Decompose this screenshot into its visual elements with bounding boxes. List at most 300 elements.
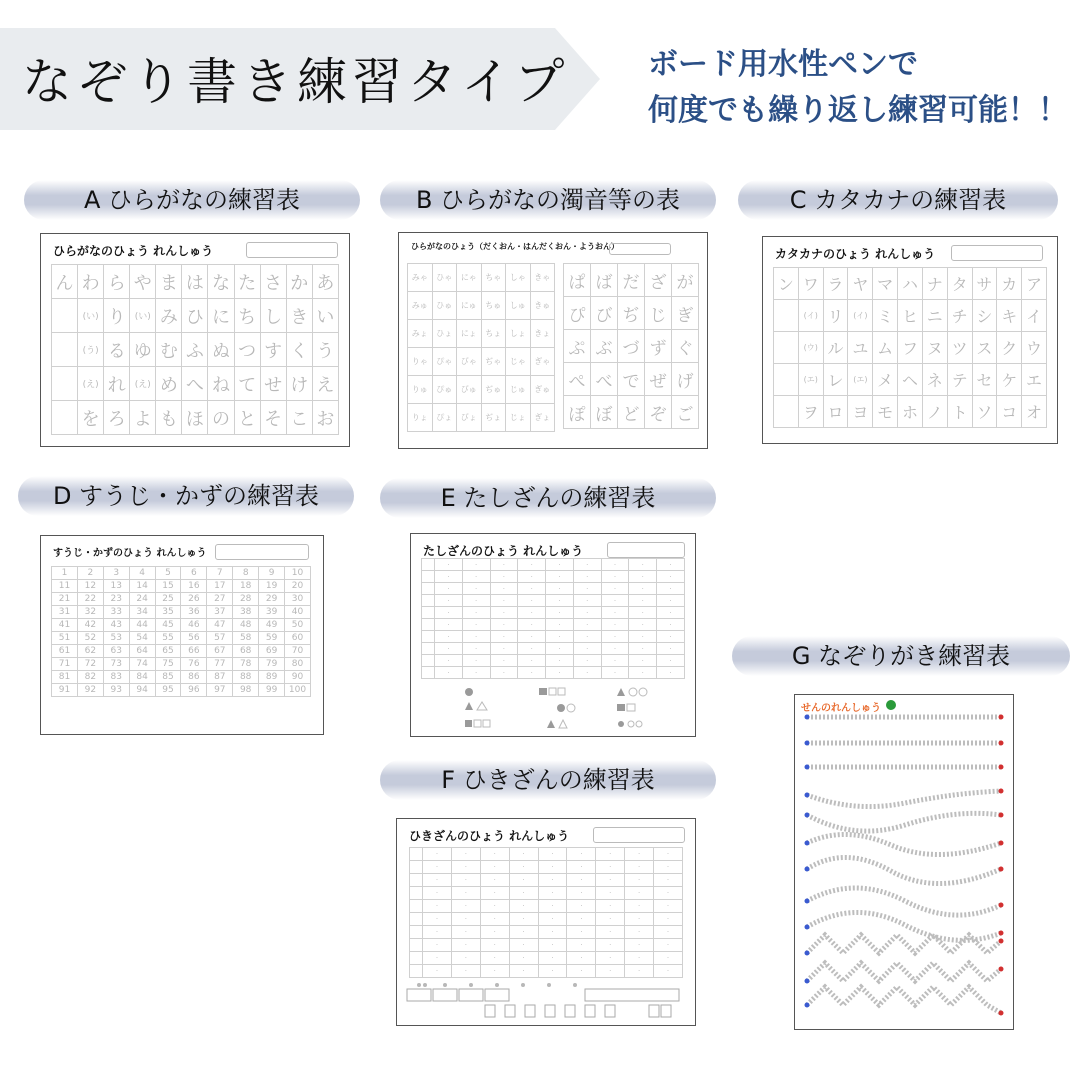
- sheet-b-name-box: [609, 243, 671, 255]
- subtraction-cell: ·: [654, 874, 683, 887]
- yoon-cell: ぢゃ: [481, 348, 506, 376]
- hiragana-row: [52, 265, 339, 299]
- hiragana-cell: れ: [104, 367, 130, 401]
- number-cell: 5: [155, 567, 181, 580]
- number-cell: 2: [77, 567, 103, 580]
- number-cell: 68: [233, 645, 259, 658]
- subtraction-cell: ·: [596, 965, 625, 978]
- yoon-cell: ぴゅ: [432, 376, 457, 404]
- dakuon-row: [564, 363, 699, 396]
- number-row: [52, 632, 311, 645]
- number-cell: 84: [129, 671, 155, 684]
- katakana-cell: レ: [823, 364, 848, 396]
- subtraction-cell: [410, 965, 423, 978]
- subtraction-cell: [410, 913, 423, 926]
- number-row: [52, 671, 311, 684]
- subtraction-cell: ·: [451, 887, 480, 900]
- katakana-cell: (イ): [848, 300, 873, 332]
- number-cell: 53: [103, 632, 129, 645]
- yoon-cell: しょ: [506, 320, 531, 348]
- subtraction-cell: ·: [596, 913, 625, 926]
- number-cell: 52: [77, 632, 103, 645]
- hiragana-cell: め: [156, 367, 182, 401]
- katakana-cell: ヨ: [848, 396, 873, 428]
- addition-cell: ·: [518, 643, 546, 655]
- number-cell: 63: [103, 645, 129, 658]
- sheet-f-title: ひきざんのひょう れんしゅう: [409, 829, 570, 843]
- subtraction-cell: ·: [567, 913, 596, 926]
- yoon-cell: りゃ: [408, 348, 433, 376]
- hiragana-cell: あ: [312, 265, 338, 299]
- katakana-cell: ヘ: [898, 364, 923, 396]
- katakana-cell: ネ: [922, 364, 947, 396]
- addition-cell: ·: [462, 655, 490, 667]
- subtraction-cell: ·: [509, 952, 538, 965]
- number-cell: 36: [181, 606, 207, 619]
- card-d-label: D すうじ・かずの練習表: [18, 476, 354, 516]
- dakuon-cell: で: [618, 363, 645, 396]
- number-cell: 56: [181, 632, 207, 645]
- yoon-cell: びゃ: [457, 348, 482, 376]
- number-cell: 70: [285, 645, 311, 658]
- yoon-row: [408, 264, 555, 292]
- addition-row: [422, 619, 685, 631]
- addition-cell: ·: [546, 571, 574, 583]
- card-a-label: A ひらがなの練習表: [24, 180, 360, 220]
- number-cell: 97: [207, 684, 233, 697]
- addition-cell: ·: [518, 667, 546, 679]
- hiragana-cell: る: [104, 333, 130, 367]
- number-cell: 77: [207, 658, 233, 671]
- addition-cell: ·: [546, 643, 574, 655]
- katakana-cell: ス: [972, 332, 997, 364]
- number-cell: 57: [207, 632, 233, 645]
- addition-cell: ·: [629, 571, 657, 583]
- sheet-f-counters: [405, 981, 687, 1021]
- hiragana-cell: ね: [208, 367, 234, 401]
- katakana-cell: ワ: [798, 268, 823, 300]
- yoon-cell: ひゃ: [432, 264, 457, 292]
- addition-cell: ·: [490, 559, 518, 571]
- number-row: [52, 645, 311, 658]
- dakuon-cell: ど: [618, 396, 645, 429]
- addition-row: [422, 631, 685, 643]
- yoon-cell: びょ: [457, 404, 482, 432]
- number-cell: 73: [103, 658, 129, 671]
- hiragana-cell: そ: [260, 401, 286, 435]
- addition-row: [422, 559, 685, 571]
- dakuon-cell: ぞ: [645, 396, 672, 429]
- yoon-cell: みゃ: [408, 264, 433, 292]
- number-cell: 3: [103, 567, 129, 580]
- subtraction-cell: ·: [654, 848, 683, 861]
- number-cell: 38: [233, 606, 259, 619]
- addition-cell: ·: [462, 619, 490, 631]
- hiragana-cell: た: [234, 265, 260, 299]
- addition-cell: ·: [629, 631, 657, 643]
- addition-cell: ·: [490, 595, 518, 607]
- number-cell: 100: [285, 684, 311, 697]
- yoon-cell: ぴょ: [432, 404, 457, 432]
- addition-cell: ·: [490, 619, 518, 631]
- subtraction-cell: ·: [538, 939, 567, 952]
- number-cell: 7: [207, 567, 233, 580]
- number-row: [52, 684, 311, 697]
- hiragana-cell: こ: [286, 401, 312, 435]
- subtraction-cell: ·: [654, 913, 683, 926]
- number-cell: 66: [181, 645, 207, 658]
- katakana-cell: ホ: [898, 396, 923, 428]
- number-cell: 83: [103, 671, 129, 684]
- number-cell: 74: [129, 658, 155, 671]
- number-cell: 6: [181, 567, 207, 580]
- addition-cell: ·: [657, 667, 685, 679]
- hiragana-cell: に: [208, 299, 234, 333]
- addition-cell: ·: [462, 643, 490, 655]
- hiragana-cell: を: [78, 401, 104, 435]
- dakuon-cell: ご: [672, 396, 699, 429]
- number-cell: 58: [233, 632, 259, 645]
- subtraction-cell: ·: [451, 965, 480, 978]
- number-cell: 87: [207, 671, 233, 684]
- number-cell: 91: [52, 684, 78, 697]
- hiragana-cell: と: [234, 401, 260, 435]
- addition-cell: ·: [518, 595, 546, 607]
- hiragana-cell: の: [208, 401, 234, 435]
- hiragana-cell: ひ: [182, 299, 208, 333]
- subtraction-cell: ·: [538, 952, 567, 965]
- number-cell: 93: [103, 684, 129, 697]
- number-cell: 72: [77, 658, 103, 671]
- sheet-f-grid: [409, 847, 683, 978]
- katakana-row: [774, 332, 1047, 364]
- number-cell: 17: [207, 580, 233, 593]
- card-b-label: B ひらがなの濁音等の表: [380, 180, 716, 220]
- addition-cell: ·: [657, 571, 685, 583]
- subtraction-cell: ·: [509, 874, 538, 887]
- number-cell: 54: [129, 632, 155, 645]
- sheet-c-name-box: [951, 245, 1043, 261]
- number-cell: 21: [52, 593, 78, 606]
- subtraction-cell: ·: [451, 952, 480, 965]
- dakuon-cell: ぴ: [564, 297, 591, 330]
- card-f-label: F ひきざんの練習表: [380, 760, 716, 800]
- addition-cell: ·: [573, 643, 601, 655]
- subtraction-cell: ·: [538, 848, 567, 861]
- addition-cell: ·: [490, 583, 518, 595]
- subtraction-cell: ·: [567, 874, 596, 887]
- subtraction-cell: [410, 926, 423, 939]
- hiragana-cell: ち: [234, 299, 260, 333]
- hiragana-cell: す: [260, 333, 286, 367]
- addition-row: [422, 607, 685, 619]
- katakana-cell: (イ): [798, 300, 823, 332]
- subtraction-cell: ·: [480, 926, 509, 939]
- sheet-e-addition: [410, 533, 696, 737]
- number-cell: 78: [233, 658, 259, 671]
- subtraction-cell: ·: [538, 861, 567, 874]
- number-cell: 10: [285, 567, 311, 580]
- katakana-cell: チ: [947, 300, 972, 332]
- subtraction-cell: ·: [480, 887, 509, 900]
- addition-cell: ·: [601, 655, 629, 667]
- hiragana-cell: よ: [130, 401, 156, 435]
- subtraction-cell: ·: [538, 926, 567, 939]
- addition-cell: ·: [435, 571, 463, 583]
- katakana-cell: ミ: [873, 300, 898, 332]
- subtraction-cell: ·: [451, 913, 480, 926]
- yoon-cell: りょ: [408, 404, 433, 432]
- subtraction-cell: ·: [654, 952, 683, 965]
- addition-cell: ·: [462, 571, 490, 583]
- hiragana-cell: ふ: [182, 333, 208, 367]
- katakana-cell: オ: [1022, 396, 1047, 428]
- dakuon-cell: ぜ: [645, 363, 672, 396]
- dakuon-cell: ぶ: [591, 330, 618, 363]
- number-cell: 22: [77, 593, 103, 606]
- yoon-cell: にゃ: [457, 264, 482, 292]
- hiragana-cell: き: [286, 299, 312, 333]
- subtraction-cell: ·: [509, 939, 538, 952]
- yoon-cell: ぎゅ: [530, 376, 555, 404]
- addition-row: [422, 571, 685, 583]
- hiragana-row: [52, 299, 339, 333]
- katakana-cell: ヤ: [848, 268, 873, 300]
- addition-cell: ·: [629, 667, 657, 679]
- hiragana-cell: し: [260, 299, 286, 333]
- katakana-cell: イ: [1022, 300, 1047, 332]
- hiragana-cell: ら: [104, 265, 130, 299]
- sheet-g-title-text: せんのれんしゅう: [801, 703, 881, 714]
- yoon-cell: ちゅ: [481, 292, 506, 320]
- addition-cell: ·: [629, 643, 657, 655]
- dakuon-row: [564, 396, 699, 429]
- subtraction-cell: ·: [451, 900, 480, 913]
- subtraction-cell: ·: [509, 848, 538, 861]
- subtraction-cell: ·: [480, 952, 509, 965]
- katakana-cell: ノ: [922, 396, 947, 428]
- yoon-cell: ぴゃ: [432, 348, 457, 376]
- addition-cell: ·: [601, 619, 629, 631]
- number-cell: 35: [155, 606, 181, 619]
- dakuon-cell: び: [591, 297, 618, 330]
- subtraction-cell: [410, 874, 423, 887]
- addition-cell: ·: [629, 619, 657, 631]
- sheet-f-subtraction: [396, 818, 696, 1026]
- addition-cell: ·: [546, 559, 574, 571]
- subtraction-row: [410, 926, 683, 939]
- addition-cell: ·: [629, 559, 657, 571]
- number-row: [52, 593, 311, 606]
- sheet-e-name-box: [607, 542, 685, 558]
- katakana-cell: ケ: [997, 364, 1022, 396]
- number-cell: 48: [233, 619, 259, 632]
- subtraction-cell: [410, 952, 423, 965]
- dakuon-cell: ぎ: [672, 297, 699, 330]
- subtraction-cell: ·: [451, 861, 480, 874]
- katakana-cell: セ: [972, 364, 997, 396]
- addition-cell: ·: [462, 631, 490, 643]
- yoon-cell: ひょ: [432, 320, 457, 348]
- subtraction-cell: ·: [480, 874, 509, 887]
- addition-cell: ·: [490, 643, 518, 655]
- number-cell: 28: [233, 593, 259, 606]
- number-cell: 60: [285, 632, 311, 645]
- addition-cell: [422, 559, 435, 571]
- hiragana-cell: う: [312, 333, 338, 367]
- yoon-cell: しゃ: [506, 264, 531, 292]
- katakana-cell: リ: [823, 300, 848, 332]
- subtraction-row: [410, 952, 683, 965]
- dakuon-cell: ぼ: [591, 396, 618, 429]
- addition-cell: ·: [573, 559, 601, 571]
- subtraction-cell: ·: [654, 965, 683, 978]
- katakana-cell: ツ: [947, 332, 972, 364]
- katakana-cell: テ: [947, 364, 972, 396]
- subtraction-row: [410, 874, 683, 887]
- number-cell: 55: [155, 632, 181, 645]
- hiragana-row: [52, 333, 339, 367]
- subtraction-cell: ·: [538, 965, 567, 978]
- hiragana-cell: て: [234, 367, 260, 401]
- hiragana-cell: (う): [78, 333, 104, 367]
- number-row: [52, 606, 311, 619]
- number-cell: 95: [155, 684, 181, 697]
- subtraction-cell: ·: [538, 874, 567, 887]
- katakana-cell: ク: [997, 332, 1022, 364]
- hiragana-row: [52, 401, 339, 435]
- katakana-cell: ム: [873, 332, 898, 364]
- number-cell: 1: [52, 567, 78, 580]
- hiragana-cell: せ: [260, 367, 286, 401]
- yoon-cell: びゅ: [457, 376, 482, 404]
- addition-row: [422, 643, 685, 655]
- hiragana-cell: [52, 367, 78, 401]
- addition-row: [422, 583, 685, 595]
- hiragana-cell: ろ: [104, 401, 130, 435]
- number-cell: 61: [52, 645, 78, 658]
- yoon-cell: きょ: [530, 320, 555, 348]
- katakana-row: [774, 300, 1047, 332]
- number-cell: 9: [259, 567, 285, 580]
- addition-cell: ·: [546, 583, 574, 595]
- dakuon-cell: ず: [645, 330, 672, 363]
- subtraction-cell: ·: [625, 926, 654, 939]
- subtraction-row: [410, 848, 683, 861]
- hiragana-cell: [52, 401, 78, 435]
- subtraction-cell: ·: [567, 900, 596, 913]
- number-cell: 42: [77, 619, 103, 632]
- subtraction-cell: [410, 939, 423, 952]
- number-cell: 47: [207, 619, 233, 632]
- subtraction-cell: ·: [423, 965, 452, 978]
- subtraction-cell: ·: [567, 939, 596, 952]
- subtraction-cell: ·: [654, 926, 683, 939]
- katakana-cell: エ: [1022, 364, 1047, 396]
- yoon-row: [408, 292, 555, 320]
- sheet-d-grid: [51, 566, 311, 697]
- yoon-cell: ぎょ: [530, 404, 555, 432]
- katakana-row: [774, 396, 1047, 428]
- number-cell: 71: [52, 658, 78, 671]
- dakuon-cell: が: [672, 264, 699, 297]
- dakuon-row: [564, 264, 699, 297]
- subtraction-cell: ·: [567, 887, 596, 900]
- subtraction-row: [410, 913, 683, 926]
- addition-cell: [422, 631, 435, 643]
- number-cell: 11: [52, 580, 78, 593]
- addition-cell: ·: [435, 607, 463, 619]
- number-cell: 33: [103, 606, 129, 619]
- addition-cell: ·: [601, 643, 629, 655]
- addition-cell: ·: [518, 583, 546, 595]
- sheet-f-name-box: [593, 827, 685, 843]
- subtraction-cell: ·: [567, 926, 596, 939]
- addition-cell: ·: [546, 655, 574, 667]
- katakana-cell: キ: [997, 300, 1022, 332]
- subtraction-cell: ·: [654, 939, 683, 952]
- sheet-e-grid: [421, 558, 685, 679]
- dakuon-cell: げ: [672, 363, 699, 396]
- number-cell: 62: [77, 645, 103, 658]
- subtraction-cell: ·: [625, 952, 654, 965]
- katakana-cell: ナ: [922, 268, 947, 300]
- dakuon-cell: ざ: [645, 264, 672, 297]
- subtraction-cell: ·: [480, 848, 509, 861]
- number-cell: 31: [52, 606, 78, 619]
- subtraction-cell: ·: [480, 965, 509, 978]
- sheet-d-name-box: [215, 544, 309, 560]
- number-cell: 89: [259, 671, 285, 684]
- subtraction-cell: ·: [654, 900, 683, 913]
- subtraction-cell: ·: [654, 887, 683, 900]
- sheet-d-title: すうじ・かずのひょう れんしゅう: [53, 548, 207, 559]
- katakana-cell: [774, 332, 799, 364]
- sheet-a-name-box: [246, 242, 338, 258]
- dakuon-cell: じ: [645, 297, 672, 330]
- subtraction-cell: ·: [423, 848, 452, 861]
- addition-cell: ·: [573, 655, 601, 667]
- yoon-cell: ぢょ: [481, 404, 506, 432]
- addition-cell: [422, 619, 435, 631]
- addition-cell: ·: [601, 607, 629, 619]
- dakuon-cell: ぱ: [564, 264, 591, 297]
- addition-cell: ·: [546, 595, 574, 607]
- addition-row: [422, 655, 685, 667]
- dakuon-cell: べ: [591, 363, 618, 396]
- number-cell: 8: [233, 567, 259, 580]
- katakana-cell: フ: [898, 332, 923, 364]
- yoon-cell: ひゅ: [432, 292, 457, 320]
- katakana-cell: マ: [873, 268, 898, 300]
- subtraction-cell: ·: [423, 874, 452, 887]
- hiragana-cell: ぬ: [208, 333, 234, 367]
- katakana-cell: モ: [873, 396, 898, 428]
- number-cell: 51: [52, 632, 78, 645]
- addition-cell: ·: [435, 559, 463, 571]
- number-cell: 20: [285, 580, 311, 593]
- addition-cell: ·: [601, 631, 629, 643]
- subtraction-cell: ·: [625, 965, 654, 978]
- subtraction-cell: ·: [625, 887, 654, 900]
- hiragana-cell: [52, 333, 78, 367]
- addition-cell: ·: [518, 559, 546, 571]
- hiragana-cell: ゆ: [130, 333, 156, 367]
- addition-cell: ·: [490, 631, 518, 643]
- dakuon-cell: だ: [618, 264, 645, 297]
- addition-cell: ·: [657, 643, 685, 655]
- number-cell: 24: [129, 593, 155, 606]
